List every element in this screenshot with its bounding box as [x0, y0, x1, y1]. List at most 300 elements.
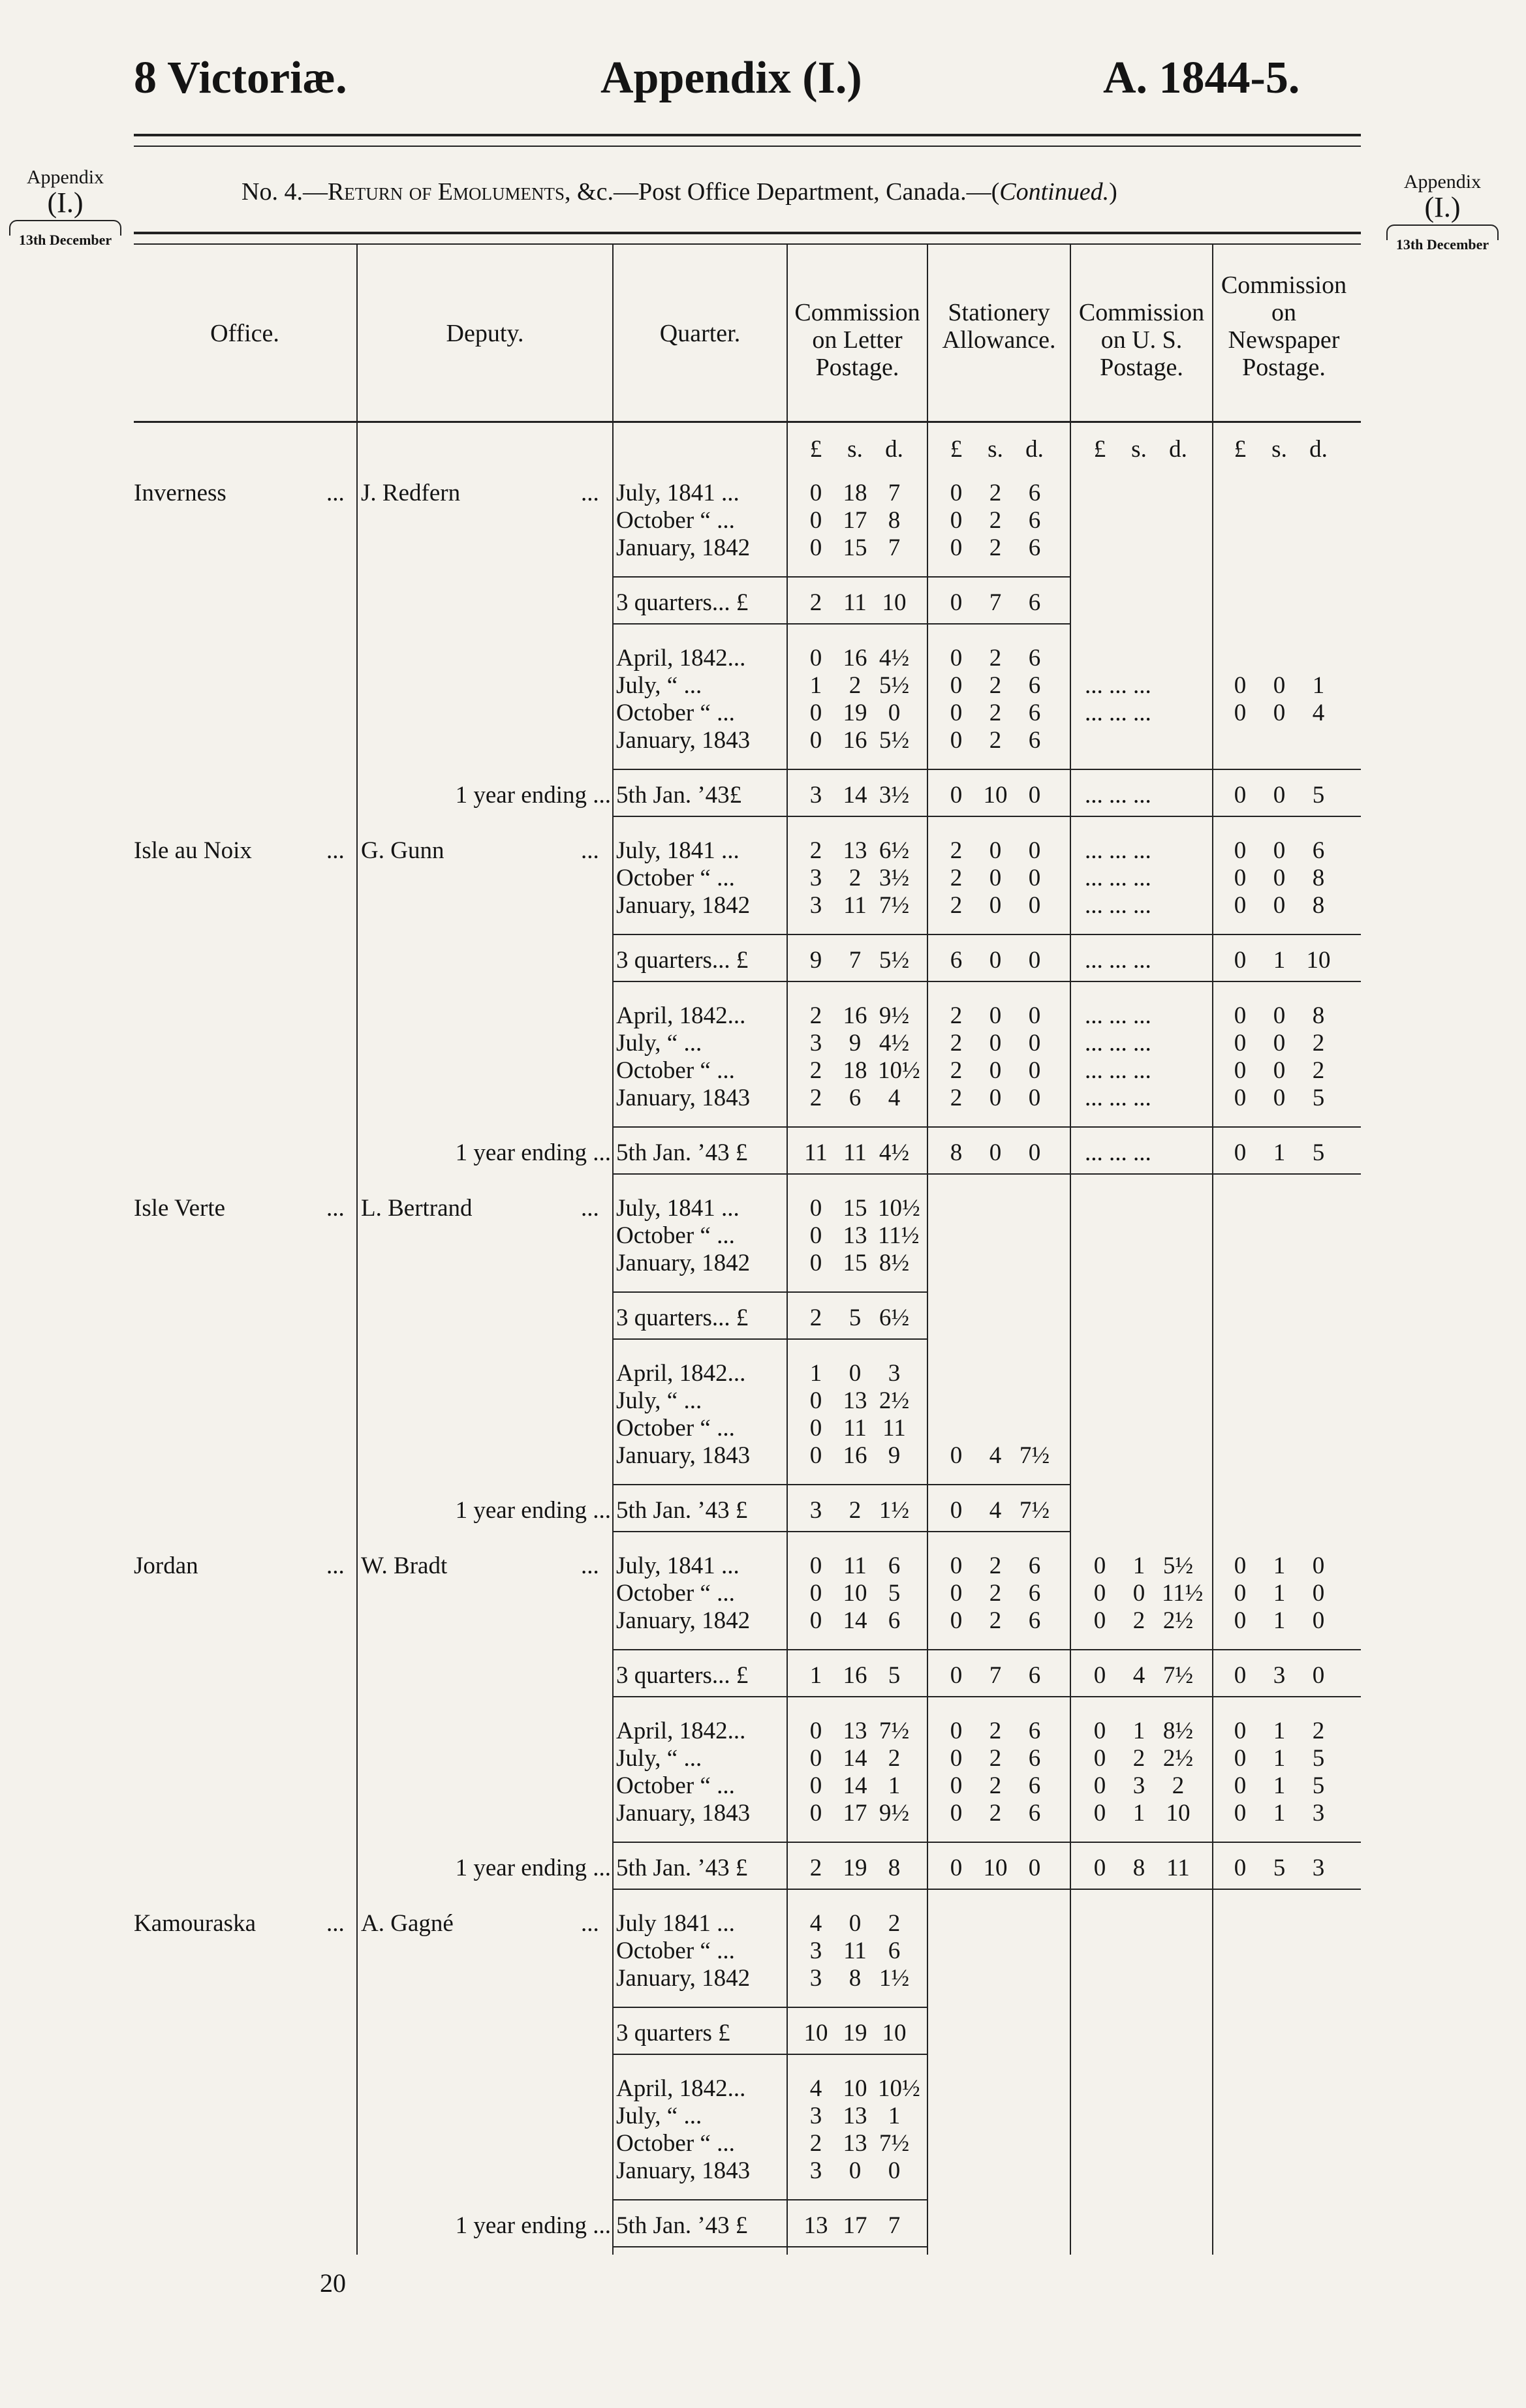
- amount-shillings: 3: [1273, 1662, 1286, 1689]
- amount-shillings: 11: [843, 589, 867, 616]
- amount-shillings: 1: [1273, 1607, 1286, 1634]
- amount-pence: 0: [1028, 837, 1041, 864]
- amount-shillings: 11: [843, 1139, 867, 1166]
- subtotal-rule: [614, 934, 1361, 935]
- quarter-label: July, 1841 ...: [616, 480, 740, 506]
- amount-shillings: 0: [849, 1360, 862, 1387]
- quarter-label: 3 quarters... £: [616, 1304, 749, 1331]
- amount-pounds: 0: [950, 727, 963, 754]
- header-center: Appendix (I.): [600, 53, 862, 103]
- amount-shillings: 4: [989, 1442, 1002, 1469]
- amount-pence: 9½: [879, 1002, 910, 1029]
- quarter-label: July, 1841 ...: [616, 1195, 740, 1222]
- subtotal-rule: [614, 769, 1361, 770]
- amount-pence: 6: [888, 1552, 901, 1579]
- quarter-label: 3 quarters £: [616, 2020, 730, 2046]
- amount-pence: 1: [888, 1772, 901, 1799]
- unit-label: d.: [1025, 436, 1044, 463]
- amount-shillings: 2: [989, 727, 1002, 754]
- amount-pounds: 0: [1093, 1855, 1106, 1881]
- amount-pounds: 2: [809, 1002, 822, 1029]
- amount-shillings: 1: [1132, 1552, 1145, 1579]
- amount-pounds: 0: [1234, 700, 1247, 726]
- margin-note-right: [1377, 171, 1508, 253]
- title-prefix: No. 4.—: [241, 178, 328, 206]
- margin-note-left: [0, 166, 131, 249]
- amount-shillings: 14: [843, 1607, 867, 1634]
- amount-pounds: 3: [809, 865, 822, 891]
- amount-shillings: 0: [1273, 700, 1286, 726]
- amount-pence: 5: [1312, 782, 1325, 809]
- amount-pounds: 2: [809, 2130, 822, 2157]
- amount-pounds: 0: [950, 589, 963, 616]
- amount-pence: 9½: [879, 1800, 910, 1827]
- amount-pence: 6½: [879, 1304, 910, 1331]
- deputy-name: J. Redfern: [361, 480, 461, 506]
- amount-pounds: 2: [950, 1002, 963, 1029]
- title-middle: , &c.—Post Office Department, Canada.—(: [565, 178, 1000, 206]
- amount-shillings: 2: [989, 700, 1002, 726]
- col-divider: [927, 245, 928, 2255]
- amount-pounds: 0: [809, 1442, 822, 1469]
- amount-shillings: 2: [989, 480, 1002, 506]
- unit-label: s.: [847, 436, 863, 463]
- amount-pence: 0: [1312, 1552, 1325, 1579]
- amount-pounds: 1: [809, 1662, 822, 1689]
- amount-shillings: 10: [983, 1855, 1008, 1881]
- total-rule: [614, 816, 1361, 817]
- amount-pence: 8½: [1162, 1718, 1194, 1744]
- margin-note-right-line1: Appendix: [1403, 171, 1482, 193]
- col-header-c4-line: Newspaper: [1228, 326, 1340, 354]
- col-divider: [786, 245, 788, 2255]
- col-header-newspaper-postage: [1213, 271, 1354, 381]
- amount-shillings: 11: [843, 1552, 867, 1579]
- amount-shillings: 2: [989, 507, 1002, 534]
- amount-shillings: 10: [843, 2075, 867, 2102]
- amount-pence: 4½: [879, 645, 910, 671]
- amount-pounds: 0: [809, 1222, 822, 1249]
- amount-pence: 8: [888, 507, 901, 534]
- amount-shillings: 11: [843, 892, 867, 919]
- quarter-label: October “ ...: [616, 1057, 735, 1084]
- col-header-c3-line: on U. S.: [1100, 326, 1183, 354]
- col-divider: [612, 245, 614, 2255]
- amount-shillings: 0: [989, 1002, 1002, 1029]
- amount-shillings: 4: [989, 1497, 1002, 1524]
- amount-pounds: 2: [950, 1057, 963, 1084]
- amount-shillings: 2: [849, 865, 862, 891]
- amount-pence: 6: [1028, 1607, 1041, 1634]
- amount-pence: 2½: [1162, 1607, 1194, 1634]
- amount-shillings: 2: [989, 645, 1002, 671]
- amount-shillings: 0: [849, 1910, 862, 1937]
- amount-pounds: 0: [809, 700, 822, 726]
- empty-leader: ... ... ...: [1085, 782, 1151, 809]
- col-header-stationery: [928, 299, 1070, 354]
- quarter-label: January, 1843: [616, 2157, 751, 2184]
- quarter-label: July, 1841 ...: [616, 837, 740, 864]
- amount-pounds: 0: [1234, 1552, 1247, 1579]
- amount-pence: 6: [1028, 727, 1041, 754]
- amount-shillings: 16: [843, 1002, 867, 1029]
- leader-dots: ...: [326, 1552, 345, 1579]
- empty-leader: ... ... ...: [1085, 1139, 1151, 1166]
- amount-pence: 4: [1312, 700, 1325, 726]
- amount-pounds: 2: [809, 1057, 822, 1084]
- amount-pence: 1: [1312, 672, 1325, 699]
- subtotal-rule: [614, 2007, 927, 2008]
- subtotal-rule: [614, 1649, 1361, 1650]
- col-divider: [1212, 245, 1213, 2255]
- amount-pounds: 3: [809, 1030, 822, 1057]
- unit-label: £: [1234, 436, 1247, 463]
- amount-pence: 6: [1028, 507, 1041, 534]
- amount-pence: 7½: [1019, 1442, 1050, 1469]
- amount-pence: 5½: [1162, 1552, 1194, 1579]
- unit-label: £: [1093, 436, 1106, 463]
- amount-pence: 10½: [878, 2075, 920, 2102]
- amount-shillings: 13: [843, 837, 867, 864]
- amount-pounds: 2: [809, 837, 822, 864]
- quarter-label: October “ ...: [616, 1222, 735, 1249]
- amount-pounds: 11: [804, 1139, 828, 1166]
- amount-pounds: 0: [1234, 1085, 1247, 1111]
- unit-label: s.: [1131, 436, 1147, 463]
- amount-pounds: 0: [1234, 1772, 1247, 1799]
- amount-pounds: 0: [950, 1772, 963, 1799]
- amount-shillings: 13: [843, 1387, 867, 1414]
- amount-pounds: 0: [1234, 1607, 1247, 1634]
- deputy-name: A. Gagné: [361, 1910, 454, 1937]
- quarter-label: January, 1843: [616, 1085, 751, 1111]
- amount-pence: 3½: [879, 865, 910, 891]
- amount-pence: 6: [1028, 645, 1041, 671]
- amount-pounds: 13: [803, 2212, 828, 2239]
- amount-shillings: 0: [1273, 672, 1286, 699]
- page-number: 20: [320, 2268, 346, 2298]
- amount-pence: 4½: [879, 1030, 910, 1057]
- amount-shillings: 11: [843, 1937, 867, 1964]
- empty-leader: ... ... ...: [1085, 700, 1151, 726]
- amount-shillings: 2: [989, 1800, 1002, 1827]
- quarter-label: January, 1842: [616, 1965, 751, 1992]
- table-top-rule: [134, 232, 1361, 245]
- quarter-label: 3 quarters... £: [616, 947, 749, 974]
- amount-shillings: 15: [843, 534, 867, 561]
- empty-leader: ... ... ...: [1085, 1057, 1151, 1084]
- amount-pounds: 0: [1093, 1772, 1106, 1799]
- amount-pounds: 0: [1093, 1718, 1106, 1744]
- amount-pounds: 0: [1234, 865, 1247, 891]
- amount-pounds: 0: [809, 1552, 822, 1579]
- amount-pence: 7½: [879, 892, 910, 919]
- amount-pounds: 0: [1093, 1580, 1106, 1607]
- amount-pounds: 2: [809, 1855, 822, 1881]
- amount-pounds: 0: [809, 1250, 822, 1276]
- amount-shillings: 16: [843, 645, 867, 671]
- deputy-name: G. Gunn: [361, 837, 444, 864]
- header-right: A. 1844-5.: [1103, 53, 1300, 103]
- amount-pounds: 3: [809, 1497, 822, 1524]
- amount-pence: 4½: [879, 1139, 910, 1166]
- amount-pounds: 0: [809, 534, 822, 561]
- amount-pence: 0: [1028, 1002, 1041, 1029]
- amount-pence: 0: [1028, 1855, 1041, 1881]
- amount-pounds: 0: [1093, 1800, 1106, 1827]
- amount-shillings: 1: [1273, 1718, 1286, 1744]
- amount-pounds: 0: [809, 1800, 822, 1827]
- unit-label: d.: [1169, 436, 1187, 463]
- amount-pence: 6: [1028, 700, 1041, 726]
- amount-pounds: 6: [950, 947, 963, 974]
- amount-pounds: 0: [809, 1772, 822, 1799]
- amount-pounds: 0: [809, 1415, 822, 1442]
- quarter-label: January, 1843: [616, 1800, 751, 1827]
- margin-note-left-line1: Appendix: [26, 166, 104, 188]
- header-bottom-rule: [134, 421, 1361, 423]
- amount-pence: 7: [888, 2212, 901, 2239]
- quarter-label: January, 1842: [616, 534, 751, 561]
- amount-pence: 5: [1312, 1139, 1325, 1166]
- amount-pence: 1: [888, 2103, 901, 2129]
- amount-shillings: 0: [1132, 1580, 1145, 1607]
- leader-dots: ...: [581, 480, 599, 506]
- amount-shillings: 8: [849, 1965, 862, 1992]
- amount-shillings: 6: [849, 1085, 862, 1111]
- amount-pence: 11: [882, 1415, 906, 1442]
- amount-pounds: 0: [950, 1607, 963, 1634]
- amount-pounds: 2: [950, 1085, 963, 1111]
- col-header-c4-line: on: [1271, 299, 1296, 326]
- title-smallcaps: Return of Emoluments: [327, 178, 565, 206]
- amount-pounds: 0: [950, 1442, 963, 1469]
- amount-shillings: 1: [1132, 1800, 1145, 1827]
- amount-pence: 0: [1312, 1662, 1325, 1689]
- amount-shillings: 0: [989, 837, 1002, 864]
- amount-pence: 10½: [878, 1057, 920, 1084]
- amount-pence: 5: [888, 1580, 901, 1607]
- year-ending-label: 1 year ending ...: [455, 782, 611, 809]
- amount-pounds: 0: [1234, 1718, 1247, 1744]
- amount-pence: 2: [888, 1910, 901, 1937]
- amount-pounds: 0: [1093, 1607, 1106, 1634]
- amount-pounds: 1: [809, 1360, 822, 1387]
- amount-shillings: 1: [1132, 1718, 1145, 1744]
- amount-pence: 11½: [878, 1222, 920, 1249]
- amount-pence: 0: [1312, 1607, 1325, 1634]
- amount-pounds: 0: [1234, 1855, 1247, 1881]
- amount-shillings: 7: [989, 1662, 1002, 1689]
- amount-pounds: 1: [809, 672, 822, 699]
- amount-shillings: 0: [989, 865, 1002, 891]
- subtotal-rule: [614, 981, 1361, 982]
- amount-pence: 1½: [879, 1965, 910, 1992]
- amount-pence: 10: [1306, 947, 1331, 974]
- amount-shillings: 16: [843, 1442, 867, 1469]
- margin-note-right-line2: (I.): [1424, 191, 1461, 223]
- amount-shillings: 18: [843, 1057, 867, 1084]
- amount-pounds: 0: [809, 1718, 822, 1744]
- amount-shillings: 1: [1273, 1552, 1286, 1579]
- amount-pence: 5: [1312, 1085, 1325, 1111]
- amount-shillings: 15: [843, 1250, 867, 1276]
- amount-shillings: 19: [843, 1855, 867, 1881]
- amount-pounds: 0: [950, 1662, 963, 1689]
- amount-pence: 8: [1312, 892, 1325, 919]
- year-ending-label: 1 year ending ...: [455, 2212, 611, 2239]
- amount-shillings: 16: [843, 727, 867, 754]
- amount-pounds: 0: [1093, 1552, 1106, 1579]
- col-header-office: Office.: [210, 320, 279, 347]
- amount-pence: 3: [888, 1360, 901, 1387]
- col-divider: [356, 245, 358, 2255]
- office-name: Isle Verte: [134, 1195, 226, 1222]
- amount-shillings: 0: [1273, 1057, 1286, 1084]
- quarter-label: April, 1842...: [616, 645, 746, 671]
- amount-shillings: 0: [1273, 892, 1286, 919]
- amount-pence: 9: [888, 1442, 901, 1469]
- amount-pence: 0: [888, 700, 901, 726]
- empty-leader: ... ... ...: [1085, 1002, 1151, 1029]
- quarter-label: 5th Jan. ’43 £: [616, 1139, 748, 1166]
- amount-shillings: 1: [1273, 1772, 1286, 1799]
- amount-pounds: 4: [809, 2075, 822, 2102]
- amount-shillings: 0: [1273, 865, 1286, 891]
- amount-pence: 7½: [1019, 1497, 1050, 1524]
- subtotal-rule: [614, 1842, 1361, 1843]
- amount-pounds: 0: [950, 1497, 963, 1524]
- amount-shillings: 19: [843, 700, 867, 726]
- amount-pence: 6: [1028, 1662, 1041, 1689]
- quarter-label: 3 quarters... £: [616, 589, 749, 616]
- subtotal-rule: [614, 576, 1070, 578]
- amount-pence: 1½: [879, 1497, 910, 1524]
- amount-shillings: 2: [849, 672, 862, 699]
- quarter-label: January, 1842: [616, 892, 751, 919]
- amount-shillings: 10: [983, 782, 1008, 809]
- col-header-c3-line: Postage.: [1100, 354, 1183, 381]
- amount-pounds: 0: [1234, 1745, 1247, 1772]
- amount-shillings: 2: [1132, 1745, 1145, 1772]
- amount-shillings: 5: [849, 1304, 862, 1331]
- amount-shillings: 5: [1273, 1855, 1286, 1881]
- amount-shillings: 2: [989, 1580, 1002, 1607]
- col-header-c2-line: Allowance.: [942, 326, 1056, 354]
- amount-pounds: 0: [809, 1580, 822, 1607]
- amount-shillings: 1: [1273, 1745, 1286, 1772]
- amount-pence: 6: [1028, 672, 1041, 699]
- col-header-c2-line: Stationery: [948, 299, 1050, 326]
- amount-shillings: 17: [843, 2212, 867, 2239]
- subtotal-rule: [614, 623, 1070, 625]
- amount-shillings: 0: [1273, 782, 1286, 809]
- total-rule: [614, 2246, 927, 2247]
- amount-pounds: 8: [950, 1139, 963, 1166]
- amount-pence: 7: [888, 480, 901, 506]
- amount-shillings: 2: [989, 672, 1002, 699]
- amount-pence: 10½: [878, 1195, 920, 1222]
- amount-shillings: 0: [1273, 1030, 1286, 1057]
- amount-shillings: 8: [1132, 1855, 1145, 1881]
- amount-shillings: 19: [843, 2020, 867, 2046]
- col-header-c4-line: Commission: [1221, 271, 1347, 299]
- amount-pence: 6: [1028, 1552, 1041, 1579]
- amount-pence: 11½: [1162, 1580, 1204, 1607]
- amount-pence: 11: [1166, 1855, 1190, 1881]
- leader-dots: ...: [326, 480, 345, 506]
- year-ending-label: 1 year ending ...: [455, 1497, 611, 1524]
- quarter-label: July, “ ...: [616, 1030, 702, 1057]
- amount-shillings: 13: [843, 2130, 867, 2157]
- amount-pence: 6: [1028, 480, 1041, 506]
- amount-pounds: 9: [809, 947, 822, 974]
- amount-pence: 3: [1312, 1800, 1325, 1827]
- amount-shillings: 14: [843, 782, 867, 809]
- amount-pence: 3½: [879, 782, 910, 809]
- col-header-us-postage: [1071, 299, 1212, 381]
- quarter-label: October “ ...: [616, 507, 735, 534]
- amount-pence: 2: [1312, 1030, 1325, 1057]
- amount-pounds: 0: [1234, 1057, 1247, 1084]
- amount-pence: 6: [888, 1937, 901, 1964]
- amount-pence: 6: [888, 1607, 901, 1634]
- amount-shillings: 2: [989, 534, 1002, 561]
- quarter-label: October “ ...: [616, 1415, 735, 1442]
- empty-leader: ... ... ...: [1085, 865, 1151, 891]
- amount-pence: 6: [1028, 1772, 1041, 1799]
- amount-shillings: 9: [849, 1030, 862, 1057]
- amount-shillings: 4: [1132, 1662, 1145, 1689]
- amount-pence: 0: [1028, 865, 1041, 891]
- amount-pounds: 3: [809, 1965, 822, 1992]
- unit-label: £: [950, 436, 963, 463]
- amount-pounds: 0: [1234, 1580, 1247, 1607]
- subtotal-rule: [614, 1291, 927, 1293]
- amount-shillings: 0: [989, 1085, 1002, 1111]
- total-rule: [614, 1889, 1361, 1890]
- leader-dots: ...: [326, 837, 345, 864]
- quarter-label: October “ ...: [616, 700, 735, 726]
- amount-pence: 0: [1028, 892, 1041, 919]
- amount-pounds: 0: [809, 1387, 822, 1414]
- amount-pence: 7½: [879, 2130, 910, 2157]
- amount-pounds: 0: [1234, 672, 1247, 699]
- amount-pence: 6: [1028, 534, 1041, 561]
- amount-pounds: 0: [809, 1195, 822, 1222]
- amount-pounds: 0: [1234, 837, 1247, 864]
- amount-pounds: 0: [950, 534, 963, 561]
- amount-shillings: 1: [1273, 947, 1286, 974]
- unit-label: s.: [1271, 436, 1287, 463]
- unit-label: s.: [988, 436, 1003, 463]
- amount-pounds: 2: [950, 892, 963, 919]
- col-header-c1-line: Postage.: [815, 354, 899, 381]
- amount-pounds: 0: [809, 507, 822, 534]
- amount-shillings: 2: [989, 1745, 1002, 1772]
- leader-dots: ...: [581, 1195, 599, 1222]
- amount-pence: 5: [888, 1662, 901, 1689]
- amount-shillings: 13: [843, 2103, 867, 2129]
- amount-pounds: 0: [950, 645, 963, 671]
- empty-leader: ... ... ...: [1085, 837, 1151, 864]
- amount-pounds: 3: [809, 782, 822, 809]
- amount-pence: 5: [1312, 1772, 1325, 1799]
- amount-pence: 0: [1312, 1580, 1325, 1607]
- amount-pounds: 0: [1234, 1002, 1247, 1029]
- amount-pence: 2: [1172, 1772, 1185, 1799]
- amount-pounds: 0: [950, 1800, 963, 1827]
